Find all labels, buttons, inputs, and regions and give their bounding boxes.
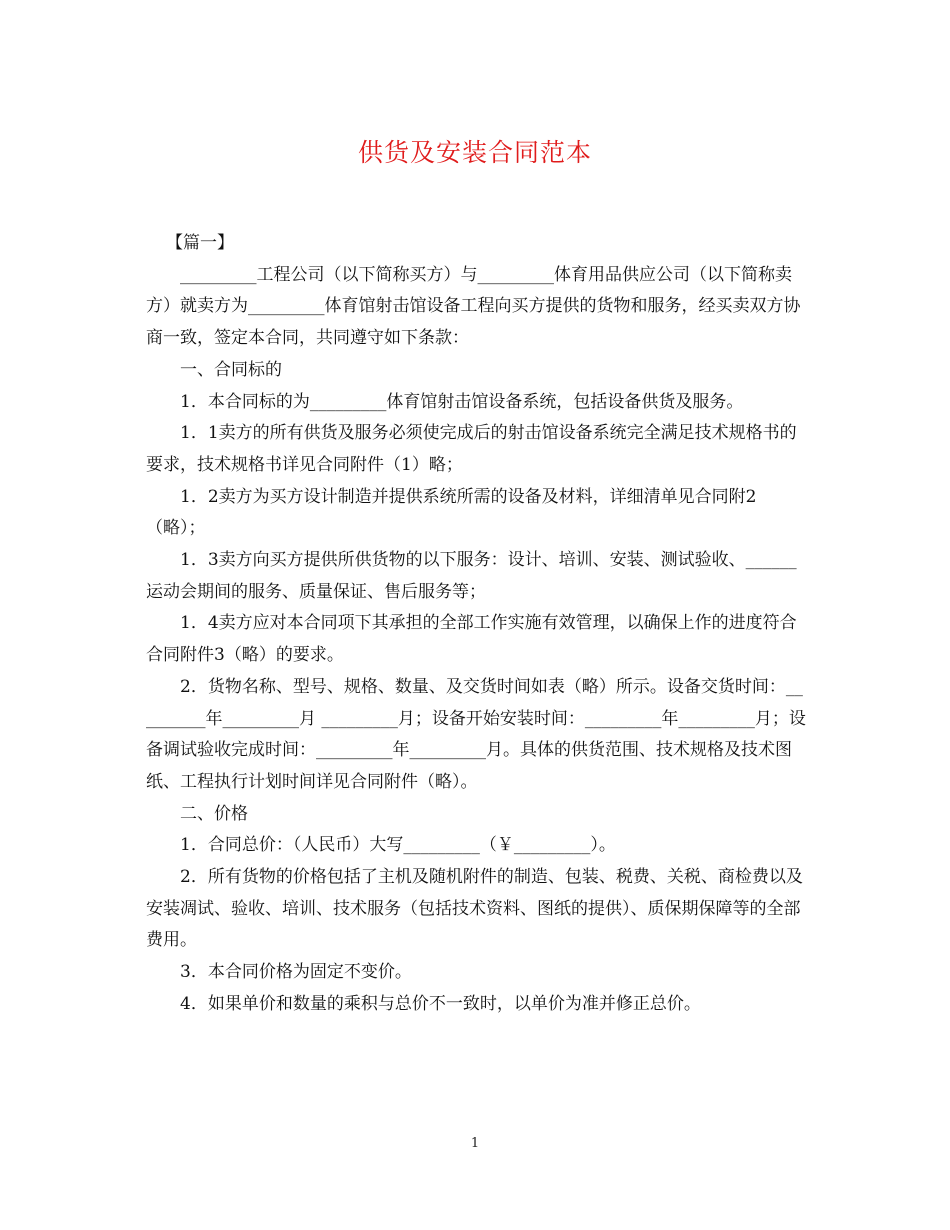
price-clause-2: 2．所有货物的价格包括了主机及随机附件的制造、包装、税费、关税、商检费以及安装凋试、验收、培训、技术服务（包括技术资料、图纸的提供）、质保期保障等的全部费用。 (146, 867, 803, 951)
clause-1: 1．本合同标的为_________体育馆射击馆设备系统，包括设备供货及服务。 (180, 391, 744, 412)
document-body (146, 228, 806, 1021)
document-title: 供货及安装合同范本 (357, 138, 592, 167)
section-label: 【篇一】 (166, 233, 234, 253)
clause-1-4: 1．4卖方应对本合同项下其承担的全部工作实施有效管理，以确保上作的进度符合合同附件3（略）的要求。 (146, 613, 797, 666)
price-clause-4: 4．如果单价和数量的乘积与总价不一致时，以单价为准并修正总价。 (180, 993, 701, 1014)
price-clause-1: 1．合同总价：（人民币）大写_________（￥_________）。 (180, 835, 616, 856)
clause-1-2: 1．2卖方为买方设计制造并提供系统所需的设备及材料，详细清单见合同附2（略）； (146, 486, 757, 539)
page-number: 1 (470, 1136, 480, 1151)
clause-1-3: 1．3卖方向买方提供所供货物的以下服务：设计、培训、安装、测试验收、______运动会期间的服务、质量保证、售后服务等； (146, 550, 797, 602)
intro-paragraph: _________工程公司（以下简称买方）与_________体育用品供应公司（以下简称卖方）就卖方为_________体育馆射击馆设备工程向买方提供的货物和服务，经买卖双方协商一致，签定本合同，共同遵守如下条款： (146, 264, 801, 349)
section-heading-subject: 一、合同标的 (180, 359, 282, 380)
section-heading-price: 二、价格 (180, 803, 248, 824)
clause-1-1: 1．1卖方的所有供货及服务必须使完成后的射击馆设备系统完全满足技术规格书的要求，技术规格书详见合同附件（1）略； (146, 423, 797, 475)
clause-2: 2．货物名称、型号、规格、数量、及交货时间如表（略）所示。设备交货时间：_________年_________月 _________月；设备开始安装时间：_________年_________月；设备调试验收完成时间：_________年_________月。具体的供货范围、技术规格及技术图纸、工程执行计划时间详见合同附件（略）。 (146, 676, 806, 792)
price-clause-3: 3．本合同价格为固定不变价。 (180, 962, 412, 983)
